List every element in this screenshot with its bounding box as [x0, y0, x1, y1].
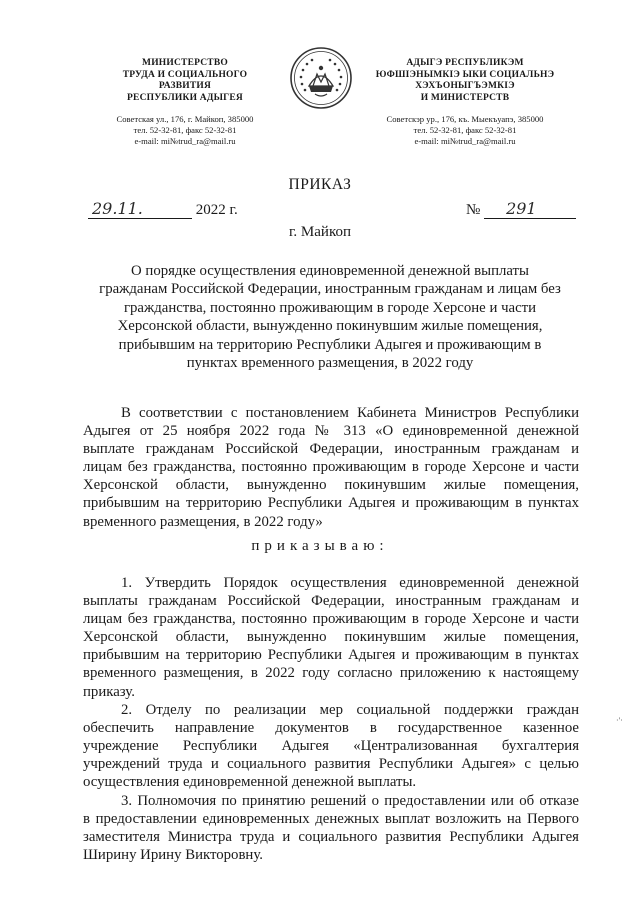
ministry-title-line: ХЭХЪОНЫГЪЭМКІЭ — [415, 81, 515, 91]
text-line: В соответствии с постановлением Кабинета Министров Республики — [121, 405, 579, 421]
text-line: Херсонской области, вынужденно покинувшим жилые помещения, — [83, 477, 579, 494]
subject-line: Херсонской области, вынужденно покинувшим жилые помещения, — [117, 318, 543, 335]
order-number — [466, 200, 576, 219]
phone: тел. 52-32-81, факс 52-32-81 — [133, 125, 237, 135]
number-label: № — [466, 202, 481, 218]
text-line: прибывшим на территорию Республики Адыгея и проживающим в пунктах — [83, 647, 579, 664]
text-line: лицам без гражданства, постоянно проживающим в городе Херсоне и части — [83, 459, 579, 476]
order-city: г. Майкоп — [288, 224, 352, 240]
handwritten-date: 29.11. — [88, 200, 192, 219]
margin-mark: ·'· — [616, 716, 623, 725]
text-line: прибывшим на территорию Республики Адыгея и проживающим в пунктах — [83, 495, 579, 512]
text-line: выплате гражданам Российской Федерации, иностранным гражданам и — [83, 441, 579, 458]
text-line: Адыгея от 25 ноября 2022 года № 313 «О единовременной денежной — [83, 423, 579, 440]
email: e-mail: mi№trud_ra@mail.ru — [414, 136, 516, 146]
text-line: приказу. — [83, 683, 135, 700]
subject-line: гражданам Российской Федерации, иностранным гражданам и лицам без — [99, 281, 561, 298]
text-line: 3. Полномочия по принятию решений о предоставлении или об отказе — [121, 793, 579, 809]
year-suffix: 2022 г. — [195, 202, 238, 218]
ministry-contacts-ady — [356, 114, 574, 147]
ministry-title-line: АДЫГЭ РЕСПУБЛИКЭМ — [406, 58, 524, 68]
ministry-title-line: ЮФШІЭНЫМКІЭ ЫКИ СОЦИАЛЬНЭ — [375, 69, 555, 80]
order-subject — [70, 262, 590, 372]
text-line: временного размещения, в 2022 году согласно приложению к настоящему — [83, 665, 579, 682]
text-line: 2. Отделу по реализации мер социальной поддержки граждан — [121, 702, 579, 718]
header-right-ministry — [356, 58, 574, 147]
ministry-title-ady — [356, 58, 574, 104]
handwritten-number: 291 — [484, 200, 576, 219]
ministry-title-line: МИНИСТЕРСТВО — [142, 58, 228, 68]
address: Советская ул., 176, г. Майкоп, 385000 — [116, 114, 254, 124]
text-line: обеспечить направление документов в государственное казенное — [83, 720, 579, 737]
email: e-mail: mi№trud_ra@mail.ru — [134, 136, 236, 146]
order-title: ПРИКАЗ — [288, 176, 352, 193]
subject-line: гражданства, постоянно проживающим в городе Херсоне и части — [123, 299, 537, 316]
ministry-title-ru — [96, 58, 274, 104]
subject-line: пунктах временного размещения, в 2022 году — [186, 355, 474, 372]
address: Советскэр ур., 176, къ. Мыекъуапэ, 385000 — [386, 114, 544, 124]
ministry-title-line: РЕСПУБЛИКИ АДЫГЕЯ — [127, 92, 243, 103]
ministry-title-line: РАЗВИТИЯ — [158, 81, 212, 91]
preamble-paragraph — [83, 404, 579, 531]
phone: тел. 52-32-81, факс 52-32-81 — [413, 125, 517, 135]
text-line: осуществления единовременной денежной выплаты. — [83, 774, 417, 791]
text-line: Херсонской области, вынужденно покинувшим жилые помещения, — [83, 629, 579, 646]
ministry-contacts-ru — [96, 114, 274, 147]
header-left-ministry — [96, 58, 274, 147]
text-line: лицам без гражданства, постоянно проживающим в городе Херсоне и части — [83, 611, 579, 628]
ministry-title-line: И МИНИСТЕРСТВ — [420, 92, 510, 103]
text-line: 1. Утвердить Порядок осуществления единовременной денежной — [121, 575, 579, 591]
text-line: Ширину Ирину Викторовну. — [83, 847, 263, 864]
text-line: временного размещения, в 2022 году» — [83, 513, 323, 530]
text-line: учреждение Республики Адыгея «Централизованная бухгалтерия — [83, 738, 579, 755]
ministry-title-line: ТРУДА И СОЦИАЛЬНОГО — [122, 69, 248, 80]
order-date — [88, 200, 238, 219]
text-line: выплаты гражданам Российской Федерации, иностранным гражданам и — [83, 593, 579, 610]
order-item-1 — [83, 574, 579, 701]
text-line: в предоставлении единовременных денежных выплат возложить на Первого — [83, 811, 579, 828]
subject-line: прибывшим на территорию Республики Адыгея и проживающим в — [118, 336, 542, 353]
coat-of-arms-icon — [289, 46, 353, 110]
prikazyvayu-heading: приказываю: — [251, 538, 389, 554]
order-item-3 — [83, 792, 579, 864]
text-line: заместителя Министра труда и социального развития Республики Адыгея — [83, 829, 579, 846]
subject-line: О порядке осуществления единовременной денежной выплаты — [131, 263, 529, 279]
order-item-2 — [83, 701, 579, 791]
text-line: учреждений труда и социального развития Республики Адыгея» с целью — [83, 756, 579, 773]
